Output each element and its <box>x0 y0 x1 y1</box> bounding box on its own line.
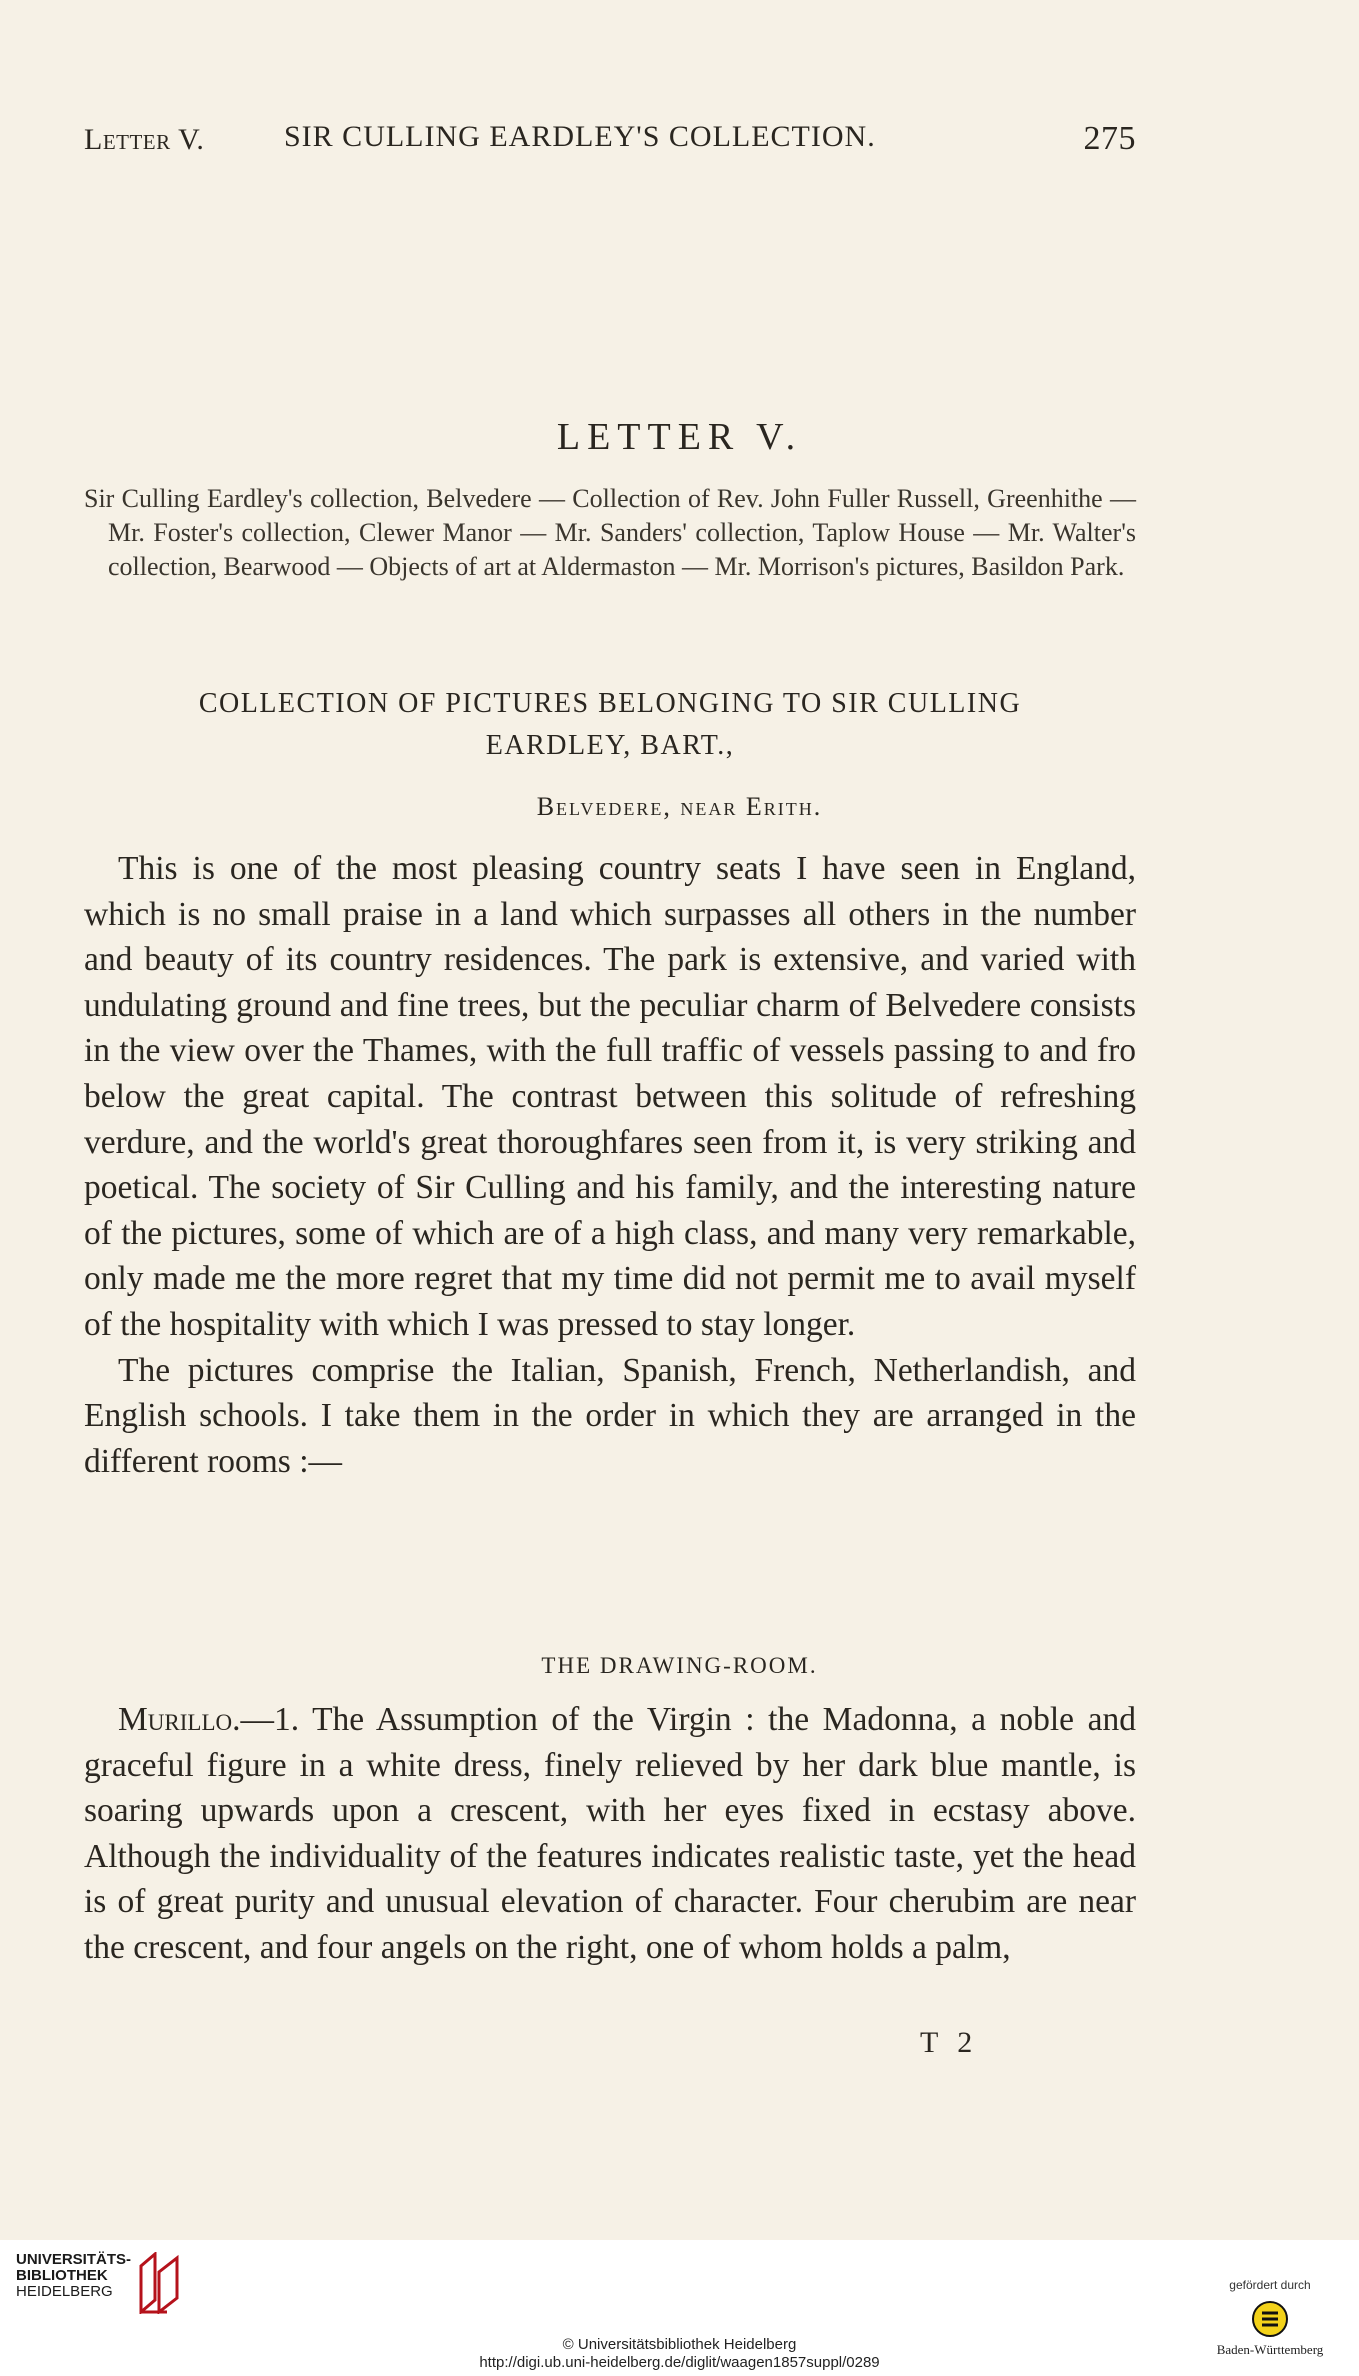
body-text <box>84 846 1136 1484</box>
running-head-letter: Letter V. <box>84 123 205 156</box>
library-emblem-icon <box>137 2252 185 2314</box>
catalogue-entry <box>84 1697 1136 1971</box>
library-name-line3: HEIDELBERG <box>16 2283 113 2300</box>
library-name-line2: BIBLIOTHEK <box>16 2267 108 2284</box>
running-head <box>84 120 1136 158</box>
section-heading: THE DRAWING-ROOM. <box>541 1653 818 1678</box>
signature-mark: T 2 <box>920 2026 979 2059</box>
sponsor-name: Baden-Württemberg <box>1216 2342 1324 2357</box>
letter-title: LETTER V. <box>556 416 803 458</box>
baden-wuerttemberg-seal-icon <box>1251 2300 1289 2338</box>
chapter-synopsis: Sir Culling Eardley's collection, Belvedere — Collection of Rev. John Fuller Russell, Greenhithe — Mr. Foster's collection, Clewer Manor — Mr. Sanders' collection, Taplow House — Mr. Walter's collection, Bearwood — Objects of art at Aldermaston — Mr. Morrison's pictures, Basildon Park. <box>84 484 1136 581</box>
page-number: 275 <box>1083 120 1136 157</box>
library-name <box>16 2252 131 2300</box>
sponsor-block <box>1195 2278 1345 2358</box>
running-head-title: SIR CULLING EARDLEY'S COLLECTION. <box>284 120 876 153</box>
collection-heading-line2: EARDLEY, BART., <box>485 730 735 761</box>
entry-artist: Murillo <box>118 1701 233 1738</box>
entry-text: .—1. The Assumption of the Virgin : the Madonna, a noble and graceful figure in a white dress, finely relieved by her dark blue mantle, is soaring upwards upon a crescent, with her eyes fixed in ecstasy above. Although the individuality of the features indicates realistic taste, yet the head is of great purity and unusual elevation of character. Four cherubim are near the crescent, and four angels on the right, one of whom holds a palm, <box>84 1701 1136 1966</box>
paragraph-2: The pictures comprise the Italian, Spanish, French, Netherlandish, and English schools. I take them in the order in which they are arranged in the different rooms :— <box>84 1351 1136 1480</box>
collection-heading-line1: COLLECTION OF PICTURES BELONGING TO SIR CULLING <box>198 688 1022 719</box>
library-logo[interactable] <box>16 2252 185 2314</box>
paragraph-1: This is one of the most pleasing country seats I have seen in England, which is no small praise in a land which surpasses all others in the number and beauty of its country residences. The park is extensive, and varied with undulating ground and fine trees, but the peculiar charm of Belvedere consists in the view over the Thames, with the full traffic of vessels passing to and fro below the great capital. The contrast between this solitude of refreshing verdure, and the world's great thoroughfares seen from it, is very striking and poetical. The society of Sir Culling and his family, and the interesting nature of the pictures, some of which are of a high class, and many very remarkable, only made me the more regret that my time did not permit me to avail myself of the hospitality with which I was pressed to stay longer. <box>84 850 1136 1343</box>
library-name-line1: UNIVERSITÄTS- <box>16 2251 132 2268</box>
sponsor-label: gefördert durch <box>1229 2278 1311 2292</box>
source-url[interactable]: http://digi.ub.uni-heidelberg.de/diglit/waagen1857suppl/0289 <box>479 2354 880 2371</box>
collection-location: Belvedere, near Erith. <box>536 792 823 821</box>
collection-heading <box>84 683 1136 767</box>
copyright-text: © Universitätsbibliothek Heidelberg <box>562 2336 797 2353</box>
entry-paragraph <box>84 1697 1136 1971</box>
